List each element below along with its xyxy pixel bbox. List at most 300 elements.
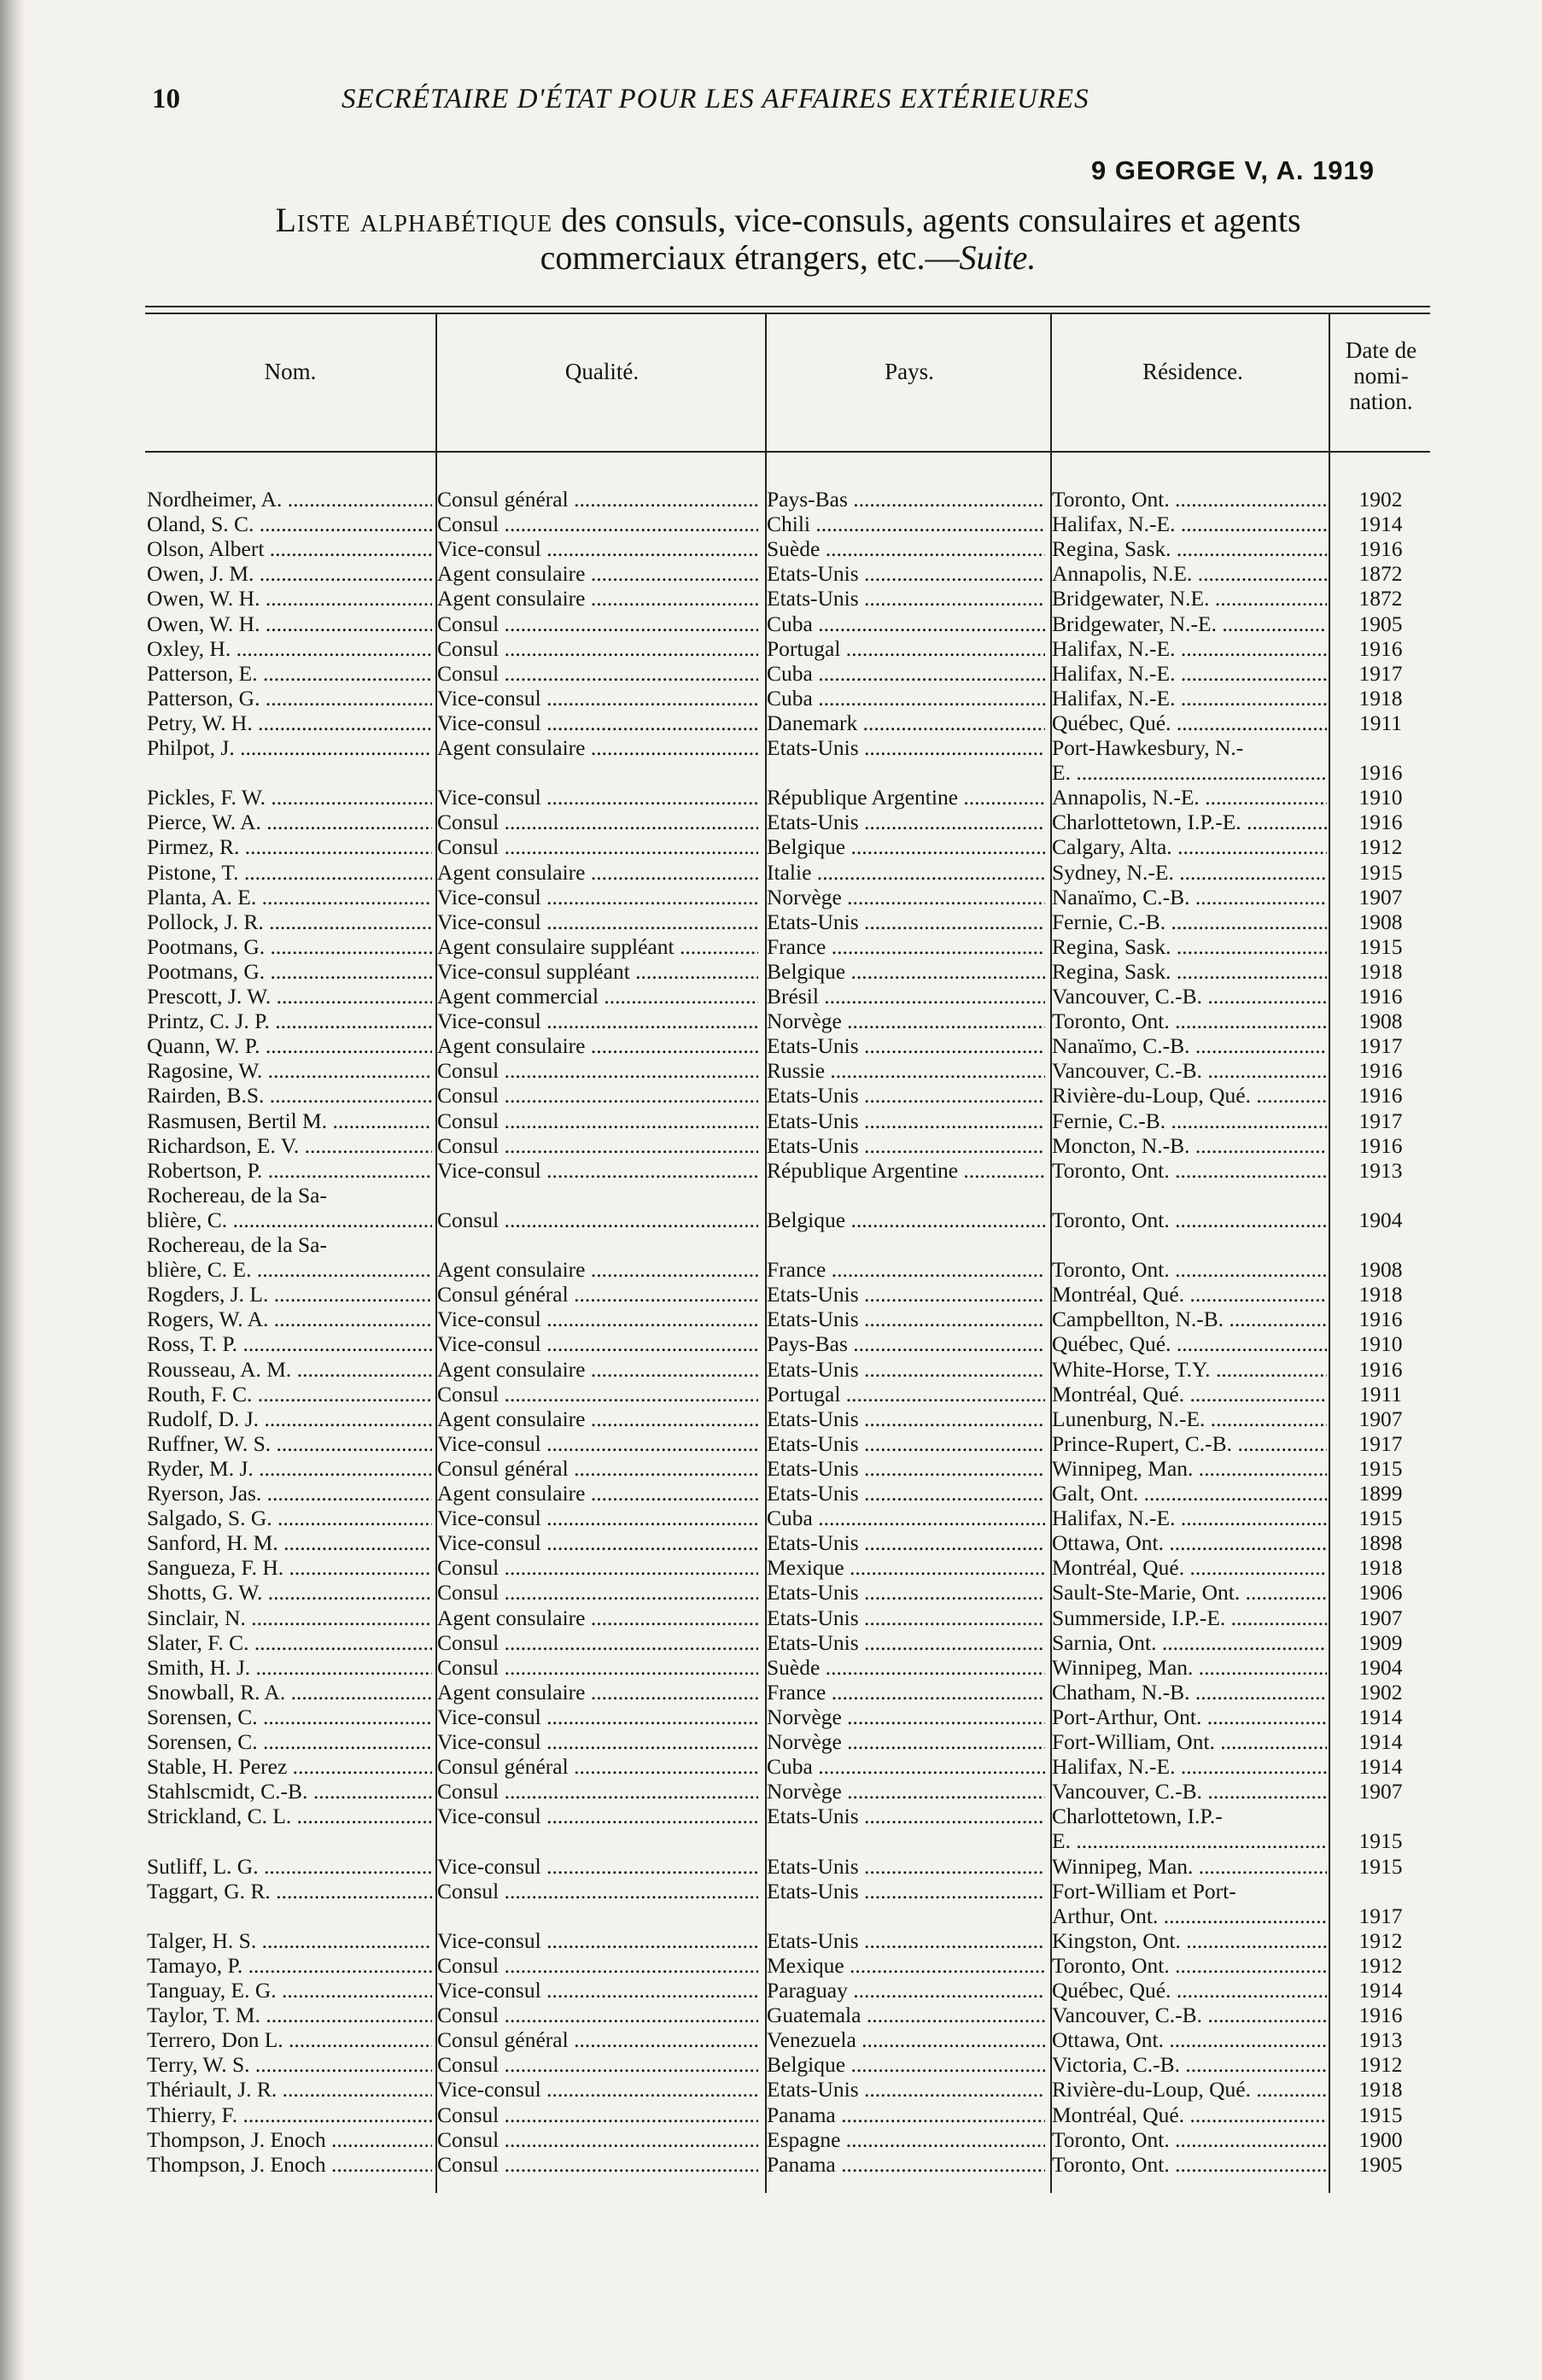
row-date: 1899 bbox=[1358, 1481, 1403, 1506]
row-pays: Cuba ..... bbox=[767, 686, 1045, 710]
row-qualite: Agent consulaire ..... bbox=[437, 561, 758, 586]
row-nom: Salgado, S. G. ..... bbox=[147, 1506, 432, 1530]
row-residence: Halifax, N.-E. ..... bbox=[1052, 686, 1327, 710]
row-nom: Pollock, J. R. ..... bbox=[147, 909, 432, 934]
row-nom bbox=[147, 1903, 432, 1928]
session-label: 9 GEORGE V, A. 1919 bbox=[1091, 155, 1376, 185]
row-date: 1916 bbox=[1358, 984, 1403, 1009]
row-residence: Annapolis, N.-E. ..... bbox=[1052, 785, 1327, 810]
column-header-date-line2: nomi- bbox=[1353, 363, 1409, 389]
row-qualite: Agent consulaire ..... bbox=[437, 1605, 758, 1630]
row-pays: Cuba ..... bbox=[767, 1754, 1045, 1779]
table-row bbox=[145, 1605, 1430, 1630]
row-qualite: Consul ..... bbox=[437, 1555, 758, 1580]
row-nom: Robertson, P. ..... bbox=[147, 1158, 432, 1183]
row-date: 1912 bbox=[1358, 1927, 1403, 1953]
row-pays: Norvège ..... bbox=[767, 1705, 1045, 1729]
row-nom: Quann, W. P. ..... bbox=[147, 1033, 432, 1058]
row-nom: Owen, W. H. ..... bbox=[147, 586, 432, 611]
table-row bbox=[145, 1208, 1430, 1232]
row-nom: Olson, Albert ..... bbox=[147, 536, 432, 561]
table-row bbox=[145, 1158, 1430, 1183]
table-row bbox=[145, 1133, 1430, 1158]
row-date: 1913 bbox=[1358, 1157, 1403, 1183]
row-pays: Etats-Unis ..... bbox=[767, 1804, 1045, 1828]
table-row bbox=[145, 810, 1430, 834]
row-pays: Cuba ..... bbox=[767, 611, 1045, 636]
table-row bbox=[145, 735, 1430, 760]
row-nom: Rochereau, de la Sa- bbox=[147, 1182, 327, 1208]
row-date: 1916 bbox=[1358, 1356, 1403, 1382]
row-pays: Pays-Bas ..... bbox=[767, 487, 1045, 512]
row-residence: Fernie, C.-B. ..... bbox=[1052, 1108, 1327, 1133]
row-nom: Ross, T. P. ..... bbox=[147, 1331, 432, 1356]
row-nom: Pootmans, G. ..... bbox=[147, 934, 432, 959]
heading-line2-italic: Suite. bbox=[959, 238, 1037, 277]
table-row bbox=[145, 1804, 1430, 1828]
row-qualite: Consul général ..... bbox=[437, 1282, 758, 1307]
row-pays: Etats-Unis ..... bbox=[767, 2077, 1045, 2102]
row-date: 1898 bbox=[1358, 1530, 1403, 1556]
row-qualite: Consul général ..... bbox=[437, 1754, 758, 1779]
row-qualite: Vice-consul ..... bbox=[437, 909, 758, 934]
row-pays: République Argentine ..... bbox=[767, 1158, 1045, 1183]
row-residence: Toronto, Ont. ..... bbox=[1052, 2127, 1327, 2152]
column-header-date-line1: Date de bbox=[1345, 337, 1417, 363]
row-residence: Bridgewater, N.-E. ..... bbox=[1052, 611, 1327, 636]
row-residence: Fernie, C.-B. ..... bbox=[1052, 909, 1327, 934]
row-date: 1907 bbox=[1358, 884, 1403, 909]
row-nom: Patterson, E. ..... bbox=[147, 661, 432, 686]
row-qualite: Consul ..... bbox=[437, 1133, 758, 1158]
row-pays: Mexique ..... bbox=[767, 1953, 1045, 1978]
table-row bbox=[145, 2027, 1430, 2052]
row-date: 1916 bbox=[1358, 760, 1403, 786]
row-pays: Etats-Unis ..... bbox=[767, 1431, 1045, 1456]
row-nom: Sanford, H. M. ..... bbox=[147, 1530, 432, 1555]
column-header-qualite: Qualité. bbox=[564, 359, 640, 384]
row-date: 1916 bbox=[1358, 2003, 1403, 2028]
row-nom: Petry, W. H. ..... bbox=[147, 710, 432, 735]
row-pays: Etats-Unis ..... bbox=[767, 1481, 1045, 1506]
row-residence: Fort-William, Ont. ..... bbox=[1052, 1729, 1327, 1754]
table-row bbox=[145, 1108, 1430, 1133]
table-row bbox=[145, 2102, 1430, 2127]
row-pays: Paraguay ..... bbox=[767, 1978, 1045, 2003]
row-qualite: Agent consulaire ..... bbox=[437, 1406, 758, 1431]
row-nom: Strickland, C. L. ..... bbox=[147, 1804, 432, 1828]
row-residence: Vancouver, C.-B. ..... bbox=[1052, 1058, 1327, 1083]
row-qualite: Consul général ..... bbox=[437, 2027, 758, 2052]
row-residence: Moncton, N.-B. ..... bbox=[1052, 1133, 1327, 1158]
row-pays: Etats-Unis ..... bbox=[767, 1406, 1045, 1431]
row-nom: Rasmusen, Bertil M. ..... bbox=[147, 1108, 432, 1133]
row-pays: Italie ..... bbox=[767, 860, 1045, 885]
row-pays: Belgique ..... bbox=[767, 834, 1045, 859]
row-pays bbox=[767, 1903, 1045, 1928]
table-row bbox=[145, 1903, 1430, 1928]
row-date: 1916 bbox=[1358, 1083, 1403, 1108]
row-nom: Rudolf, D. J. ..... bbox=[147, 1406, 432, 1431]
row-qualite: Vice-consul ..... bbox=[437, 686, 758, 710]
row-residence: Calgary, Alta. ..... bbox=[1052, 834, 1327, 859]
row-qualite: Vice-consul ..... bbox=[437, 1530, 758, 1555]
row-qualite: Agent consulaire ..... bbox=[437, 860, 758, 885]
row-qualite: Consul ..... bbox=[437, 636, 758, 661]
row-date: 1913 bbox=[1358, 2027, 1403, 2053]
row-qualite: Consul ..... bbox=[437, 1630, 758, 1655]
column-header-residence: Résidence. bbox=[1142, 359, 1243, 384]
row-residence: Rivière-du-Loup, Qué. ..... bbox=[1052, 1083, 1327, 1108]
row-date: 1905 bbox=[1358, 2151, 1403, 2177]
table-row bbox=[145, 984, 1430, 1009]
row-pays: Etats-Unis ..... bbox=[767, 586, 1045, 611]
row-nom: Owen, J. M. ..... bbox=[147, 561, 432, 586]
table-row bbox=[145, 785, 1430, 810]
row-qualite: Agent consulaire ..... bbox=[437, 1481, 758, 1506]
row-date: 1912 bbox=[1358, 2052, 1403, 2078]
row-date: 1916 bbox=[1358, 1058, 1403, 1084]
row-qualite: Vice-consul ..... bbox=[437, 785, 758, 810]
row-pays: Suède ..... bbox=[767, 1655, 1045, 1680]
row-date: 1911 bbox=[1358, 710, 1403, 735]
row-residence: Port-Hawkesbury, N.- bbox=[1052, 735, 1244, 760]
row-date: 1918 bbox=[1358, 1555, 1403, 1581]
row-date: 1918 bbox=[1358, 958, 1403, 984]
table-row bbox=[145, 512, 1430, 536]
row-pays: Danemark ..... bbox=[767, 710, 1045, 735]
row-nom: Nordheimer, A. ..... bbox=[147, 487, 432, 512]
row-qualite: Vice-consul ..... bbox=[437, 1307, 758, 1331]
row-date: 1904 bbox=[1358, 1654, 1403, 1680]
row-pays: Cuba ..... bbox=[767, 1506, 1045, 1530]
row-date: 1915 bbox=[1358, 859, 1403, 885]
row-qualite: Consul ..... bbox=[437, 611, 758, 636]
table-row bbox=[145, 1456, 1430, 1481]
row-nom: Sinclair, N. ..... bbox=[147, 1605, 432, 1630]
row-qualite: Vice-consul ..... bbox=[437, 1978, 758, 2003]
row-pays: Cuba ..... bbox=[767, 661, 1045, 686]
row-nom: Pootmans, G. ..... bbox=[147, 959, 432, 984]
row-residence: Montréal, Qué. ..... bbox=[1052, 1282, 1327, 1307]
row-nom: Ruffner, W. S. ..... bbox=[147, 1431, 432, 1456]
column-header-date bbox=[1332, 337, 1430, 414]
row-pays: Chili ..... bbox=[767, 512, 1045, 536]
row-nom: Thériault, J. R. ..... bbox=[147, 2077, 432, 2102]
row-residence: Bridgewater, N.E. ..... bbox=[1052, 586, 1327, 611]
row-pays: Mexique ..... bbox=[767, 1555, 1045, 1580]
row-pays: Etats-Unis ..... bbox=[767, 1282, 1045, 1307]
table-row bbox=[145, 1953, 1430, 1978]
row-residence: Toronto, Ont. ..... bbox=[1052, 1158, 1327, 1183]
row-residence: Regina, Sask. ..... bbox=[1052, 934, 1327, 959]
table-row bbox=[145, 1357, 1430, 1382]
row-residence: Charlottetown, I.P.- bbox=[1052, 1804, 1223, 1829]
row-nom: Taggart, G. R. ..... bbox=[147, 1879, 432, 1903]
row-residence: Toronto, Ont. ..... bbox=[1052, 487, 1327, 512]
row-nom: Routh, F. C. ..... bbox=[147, 1382, 432, 1406]
row-pays: Belgique ..... bbox=[767, 1208, 1045, 1232]
row-qualite: Agent commercial ..... bbox=[437, 984, 758, 1009]
table-heading bbox=[143, 202, 1433, 277]
row-nom: Tamayo, P. ..... bbox=[147, 1953, 432, 1978]
running-title: SECRÉTAIRE D'ÉTAT POUR LES AFFAIRES EXTÉRIEURES bbox=[342, 84, 1089, 114]
row-date bbox=[1334, 1804, 1428, 1828]
row-date: 1872 bbox=[1358, 561, 1403, 587]
row-date: 1914 bbox=[1358, 1704, 1403, 1729]
row-nom: Planta, A. E. ..... bbox=[147, 885, 432, 909]
row-qualite: Agent consulaire ..... bbox=[437, 1680, 758, 1705]
row-pays: Etats-Unis ..... bbox=[767, 1083, 1045, 1108]
row-qualite: Consul ..... bbox=[437, 512, 758, 536]
row-nom: Sutliff, L. G. ..... bbox=[147, 1854, 432, 1879]
row-residence: Ottawa, Ont. ..... bbox=[1052, 1530, 1327, 1555]
table-row bbox=[145, 1705, 1430, 1729]
table-row bbox=[145, 2003, 1430, 2027]
row-qualite: Consul ..... bbox=[437, 1580, 758, 1605]
row-date bbox=[1334, 735, 1428, 760]
row-date: 1907 bbox=[1358, 1406, 1403, 1431]
row-date: 1917 bbox=[1358, 1033, 1403, 1059]
row-nom: Smith, H. J. ..... bbox=[147, 1655, 432, 1680]
row-pays: France ..... bbox=[767, 934, 1045, 959]
table-row bbox=[145, 1555, 1430, 1580]
row-pays: Etats-Unis ..... bbox=[767, 1108, 1045, 1133]
row-pays: Etats-Unis ..... bbox=[767, 561, 1045, 586]
row-residence: Regina, Sask. ..... bbox=[1052, 959, 1327, 984]
row-residence: Fort-William et Port- bbox=[1052, 1878, 1236, 1903]
row-qualite: Vice-consul ..... bbox=[437, 1158, 758, 1183]
table-row bbox=[145, 1978, 1430, 2003]
row-qualite: Vice-consul ..... bbox=[437, 2077, 758, 2102]
row-residence: Québec, Qué. ..... bbox=[1052, 1978, 1327, 2003]
row-qualite: Agent consulaire ..... bbox=[437, 1357, 758, 1382]
row-pays: Pays-Bas ..... bbox=[767, 1331, 1045, 1356]
row-qualite: Consul ..... bbox=[437, 834, 758, 859]
row-pays: Etats-Unis ..... bbox=[767, 1307, 1045, 1331]
row-qualite: Vice-consul ..... bbox=[437, 1928, 758, 1953]
row-pays: Etats-Unis ..... bbox=[767, 1133, 1045, 1158]
table-row bbox=[145, 1928, 1430, 1953]
row-residence bbox=[1052, 1232, 1327, 1257]
header-bottom-rule bbox=[145, 451, 1430, 453]
table-row bbox=[145, 1009, 1430, 1033]
row-nom bbox=[147, 760, 432, 785]
row-residence: Québec, Qué. ..... bbox=[1052, 1331, 1327, 1356]
row-nom: Stahlscmidt, C.-B. ..... bbox=[147, 1779, 432, 1804]
row-nom: Ragosine, W. ..... bbox=[147, 1058, 432, 1083]
row-date: 1915 bbox=[1358, 2102, 1403, 2127]
row-nom: blière, C. ..... bbox=[147, 1208, 432, 1232]
row-qualite: Agent consulaire ..... bbox=[437, 1257, 758, 1282]
row-nom: Richardson, E. V. ..... bbox=[147, 1133, 432, 1158]
row-date bbox=[1334, 1183, 1428, 1208]
row-nom: Rairden, B.S. ..... bbox=[147, 1083, 432, 1108]
row-date: 1872 bbox=[1358, 586, 1403, 611]
row-residence bbox=[1052, 1183, 1327, 1208]
row-residence: Halifax, N.-E. ..... bbox=[1052, 636, 1327, 661]
row-pays bbox=[767, 1232, 1045, 1257]
table-row bbox=[145, 834, 1430, 859]
table-row bbox=[145, 1431, 1430, 1456]
table-row bbox=[145, 1382, 1430, 1406]
row-qualite: Vice-consul ..... bbox=[437, 885, 758, 909]
row-residence: Toronto, Ont. ..... bbox=[1052, 1208, 1327, 1232]
table-row bbox=[145, 1854, 1430, 1879]
row-qualite bbox=[437, 1183, 758, 1208]
table-row bbox=[145, 1331, 1430, 1356]
row-qualite: Agent consulaire ..... bbox=[437, 1033, 758, 1058]
row-date: 1918 bbox=[1358, 2077, 1403, 2102]
table-row bbox=[145, 561, 1430, 586]
row-nom: Pickles, F. W. ..... bbox=[147, 785, 432, 810]
row-qualite: Consul ..... bbox=[437, 1208, 758, 1232]
row-pays: République Argentine ..... bbox=[767, 785, 1045, 810]
table-row bbox=[145, 1307, 1430, 1331]
table-row bbox=[145, 487, 1430, 512]
row-nom: Ryerson, Jas. ..... bbox=[147, 1481, 432, 1506]
row-pays: Belgique ..... bbox=[767, 2052, 1045, 2077]
row-qualite: Consul ..... bbox=[437, 1779, 758, 1804]
row-residence: Summerside, I.P.-E. ..... bbox=[1052, 1605, 1327, 1630]
row-qualite: Vice-consul ..... bbox=[437, 536, 758, 561]
row-qualite: Consul général ..... bbox=[437, 487, 758, 512]
row-residence: E. ..... bbox=[1052, 760, 1327, 785]
column-header-nom: Nom. bbox=[264, 359, 317, 384]
table-row bbox=[145, 1506, 1430, 1530]
row-pays: Norvège ..... bbox=[767, 1729, 1045, 1754]
row-date: 1916 bbox=[1358, 810, 1403, 835]
row-date bbox=[1334, 1232, 1428, 1257]
row-date: 1902 bbox=[1358, 487, 1403, 512]
row-residence: Kingston, Ont. ..... bbox=[1052, 1928, 1327, 1953]
row-qualite: Vice-consul ..... bbox=[437, 710, 758, 735]
heading-lead: Liste alphabétique bbox=[275, 201, 553, 239]
row-pays bbox=[767, 1828, 1045, 1853]
row-residence: Toronto, Ont. ..... bbox=[1052, 2152, 1327, 2177]
row-qualite: Consul ..... bbox=[437, 2003, 758, 2027]
row-nom: Rousseau, A. M. ..... bbox=[147, 1357, 432, 1382]
row-nom: Terrero, Don L. ..... bbox=[147, 2027, 432, 2052]
row-residence: Toronto, Ont. ..... bbox=[1052, 1953, 1327, 1978]
row-pays: Brésil ..... bbox=[767, 984, 1045, 1009]
row-residence: Vancouver, C.-B. ..... bbox=[1052, 1779, 1327, 1804]
row-pays: Etats-Unis ..... bbox=[767, 1530, 1045, 1555]
table-row bbox=[145, 885, 1430, 909]
table-row bbox=[145, 1481, 1430, 1506]
page-spine-shadow bbox=[0, 0, 26, 2380]
row-date: 1910 bbox=[1358, 1331, 1403, 1357]
row-qualite: Vice-consul ..... bbox=[437, 1009, 758, 1033]
row-nom bbox=[147, 1828, 432, 1853]
row-qualite: Vice-consul ..... bbox=[437, 1331, 758, 1356]
row-pays: Norvège ..... bbox=[767, 1009, 1045, 1033]
row-pays bbox=[767, 760, 1045, 785]
row-residence: Montréal, Qué. ..... bbox=[1052, 2102, 1327, 2127]
row-residence: Galt, Ont. ..... bbox=[1052, 1481, 1327, 1506]
row-pays: Belgique ..... bbox=[767, 959, 1045, 984]
row-qualite: Vice-consul ..... bbox=[437, 1431, 758, 1456]
row-residence: Toronto, Ont. ..... bbox=[1052, 1257, 1327, 1282]
row-date: 1902 bbox=[1358, 1679, 1403, 1705]
row-date: 1915 bbox=[1358, 933, 1403, 959]
table-row bbox=[145, 1580, 1430, 1605]
row-qualite: Vice-consul ..... bbox=[437, 1854, 758, 1879]
row-pays: France ..... bbox=[767, 1257, 1045, 1282]
table-row bbox=[145, 959, 1430, 984]
row-date: 1905 bbox=[1358, 611, 1403, 636]
row-nom: Sangueza, F. H. ..... bbox=[147, 1555, 432, 1580]
row-residence: Toronto, Ont. ..... bbox=[1052, 1009, 1327, 1033]
row-qualite: Consul ..... bbox=[437, 2152, 758, 2177]
row-residence: Winnipeg, Man. ..... bbox=[1052, 1854, 1327, 1879]
row-date: 1904 bbox=[1358, 1207, 1403, 1232]
row-nom: Sorensen, C. ..... bbox=[147, 1729, 432, 1754]
row-date: 1908 bbox=[1358, 1009, 1403, 1034]
row-residence: Ottawa, Ont. ..... bbox=[1052, 2027, 1327, 2052]
row-qualite bbox=[437, 1828, 758, 1853]
table-row bbox=[145, 1257, 1430, 1282]
row-pays: France ..... bbox=[767, 1680, 1045, 1705]
row-date: 1915 bbox=[1358, 1853, 1403, 1879]
table-row bbox=[145, 1729, 1430, 1754]
row-pays: Etats-Unis ..... bbox=[767, 1928, 1045, 1953]
row-qualite: Consul ..... bbox=[437, 661, 758, 686]
table-row bbox=[145, 760, 1430, 785]
row-date: 1914 bbox=[1358, 1978, 1403, 2003]
row-qualite: Vice-consul suppléant ..... bbox=[437, 959, 758, 984]
row-pays: Etats-Unis ..... bbox=[767, 735, 1045, 760]
row-pays: Portugal ..... bbox=[767, 1382, 1045, 1406]
page-number: 10 bbox=[152, 84, 180, 114]
row-date: 1907 bbox=[1358, 1605, 1403, 1630]
table-row bbox=[145, 636, 1430, 661]
row-residence: Halifax, N.-E. ..... bbox=[1052, 661, 1327, 686]
row-nom: Tanguay, E. G. ..... bbox=[147, 1978, 432, 2003]
row-nom: Philpot, J. ..... bbox=[147, 735, 432, 760]
row-qualite bbox=[437, 1232, 758, 1257]
row-date: 1915 bbox=[1358, 1455, 1403, 1481]
table-row bbox=[145, 2052, 1430, 2077]
row-pays: Etats-Unis ..... bbox=[767, 1605, 1045, 1630]
row-residence: Québec, Qué. ..... bbox=[1052, 710, 1327, 735]
row-qualite: Agent consulaire suppléant ..... bbox=[437, 934, 758, 959]
row-date: 1912 bbox=[1358, 834, 1403, 860]
row-residence: Victoria, C.-B. ..... bbox=[1052, 2052, 1327, 2077]
table-row bbox=[145, 2077, 1430, 2102]
row-date: 1907 bbox=[1358, 1779, 1403, 1804]
row-pays: Suède ..... bbox=[767, 536, 1045, 561]
row-qualite bbox=[437, 760, 758, 785]
heading-line1-rest: des consuls, vice-consuls, agents consulaires et agents bbox=[552, 201, 1301, 239]
row-residence: Montréal, Qué. ..... bbox=[1052, 1555, 1327, 1580]
row-nom: Snowball, R. A. ..... bbox=[147, 1680, 432, 1705]
row-qualite: Consul ..... bbox=[437, 1382, 758, 1406]
row-nom: Patterson, G. ..... bbox=[147, 686, 432, 710]
row-residence: Charlottetown, I.P.-E. ..... bbox=[1052, 810, 1327, 834]
row-residence: White-Horse, T.Y. ..... bbox=[1052, 1357, 1327, 1382]
row-residence: Sault-Ste-Marie, Ont. ..... bbox=[1052, 1580, 1327, 1605]
table-row bbox=[145, 661, 1430, 686]
row-qualite: Vice-consul ..... bbox=[437, 1506, 758, 1530]
row-pays: Espagne ..... bbox=[767, 2127, 1045, 2152]
row-pays: Russie ..... bbox=[767, 1058, 1045, 1083]
row-nom: Thompson, J. Enoch ..... bbox=[147, 2127, 432, 2152]
heading-line2 bbox=[143, 239, 1433, 277]
column-header-pays: Pays. bbox=[885, 359, 934, 384]
row-pays: Etats-Unis ..... bbox=[767, 1456, 1045, 1481]
row-qualite: Consul ..... bbox=[437, 1083, 758, 1108]
